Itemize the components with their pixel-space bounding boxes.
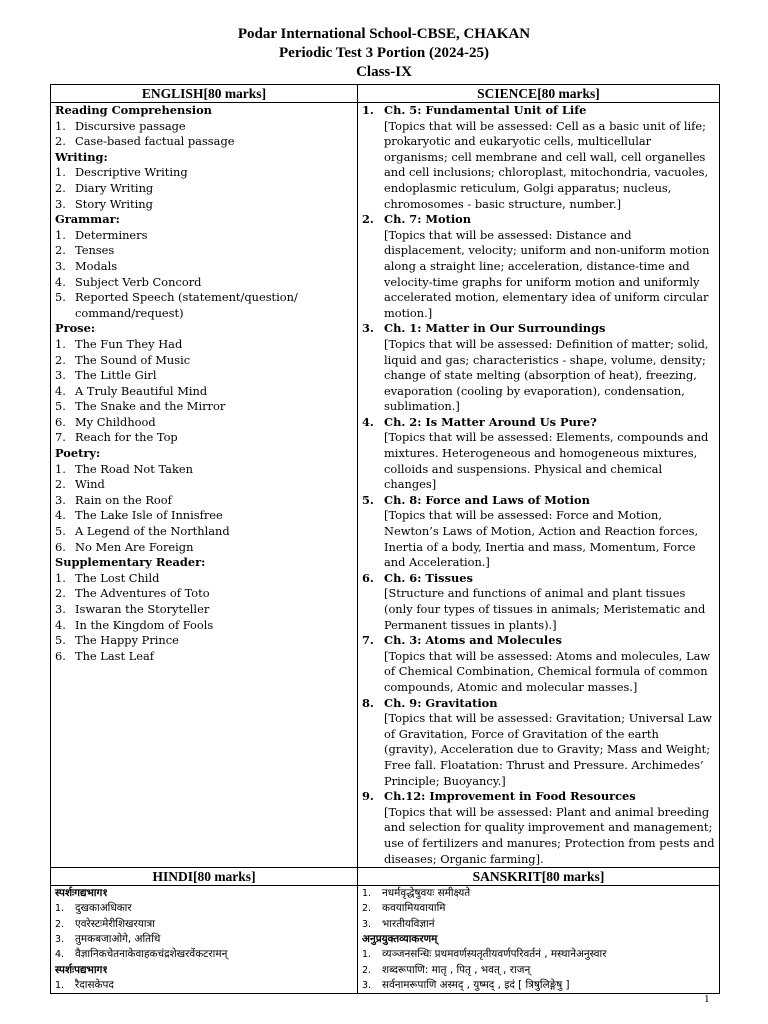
- item-text: Discursive passage: [75, 118, 186, 133]
- item-text: The Road Not Taken: [75, 461, 193, 476]
- science-chapter: [362, 493, 715, 571]
- item-number: 6.: [55, 539, 66, 554]
- item-number: 5.: [55, 524, 66, 539]
- item-text: Reported Speech (statement/question/ command/request): [75, 290, 298, 320]
- english-list-item: [55, 649, 353, 665]
- item-number: 1.: [55, 165, 66, 180]
- chapter-topics: [Topics that will be assessed: Gravitation; Universal Law of Gravitation, Force of Gravitation of the earth (gravity), Acceleration due to Gravity; Mass and Weight; Free fall. Floatation: Thrust and Pressure. Archimedes’ Principle; Buoyancy.]: [384, 711, 712, 788]
- item-number: 5.: [55, 290, 66, 305]
- item-text: Descriptive Writing: [75, 165, 188, 180]
- item-number: 1.: [55, 903, 65, 915]
- item-text: Diary Writing: [75, 180, 154, 195]
- english-heading: ENGLISH[80 marks]: [51, 85, 358, 103]
- document-header: [0, 25, 768, 82]
- chapter-title: Ch.12: Improvement in Food Resources: [384, 789, 636, 804]
- item-number: 2.: [362, 964, 372, 976]
- item-text: सर्वनामरूपाणि अस्मद् , युष्मद् , इदं [ त्रिषुलिङ्गेषु ]: [382, 978, 570, 991]
- item-text: The Lake Isle of Innisfree: [75, 508, 223, 523]
- chapter-topics: [Topics that will be assessed: Force and Motion, Newton’s Laws of Motion, Action and Reaction forces, Inertia of a body, Inertia and mass, Momentum, Force and Acceleration.]: [384, 508, 699, 570]
- science-portion: [358, 103, 720, 868]
- science-chapter: [362, 321, 715, 415]
- item-number: 1.: [55, 979, 65, 991]
- item-text: Reach for the Top: [75, 430, 178, 445]
- chapter-title: Ch. 5: Fundamental Unit of Life: [384, 103, 587, 117]
- item-text: कवयामियवायामि: [382, 902, 446, 915]
- item-number: 4.: [55, 617, 66, 632]
- chapter-body: [384, 493, 715, 571]
- item-text: Modals: [75, 258, 118, 273]
- item-text: Case-based factual passage: [75, 134, 235, 149]
- chapter-body: [384, 103, 715, 212]
- item-number: 4.: [55, 508, 66, 523]
- english-list-item: [55, 415, 353, 431]
- item-number: 5.: [55, 399, 66, 414]
- item-text: Subject Verb Concord: [75, 274, 202, 289]
- english-list-item: [55, 586, 353, 602]
- english-list-item: [55, 290, 353, 321]
- item-number: 6.: [55, 648, 66, 663]
- chapter-body: [384, 212, 715, 321]
- item-number: 2.: [55, 477, 66, 492]
- item-number: 3.: [362, 918, 372, 930]
- english-list-item: [55, 337, 353, 353]
- chapter-number: 3.: [362, 321, 374, 336]
- item-number: 2.: [55, 243, 66, 258]
- sanskrit-grammar-item: [362, 947, 715, 962]
- item-number: 1.: [55, 227, 66, 242]
- item-text: The Lost Child: [75, 570, 160, 585]
- item-text: Determiners: [75, 227, 148, 242]
- chapter-body: [384, 789, 715, 867]
- class-title: Class-IX: [356, 64, 412, 80]
- item-number: 3.: [55, 196, 66, 211]
- english-list-item: [55, 368, 353, 384]
- page-number: 1: [704, 993, 710, 1005]
- item-number: 3.: [55, 368, 66, 383]
- item-number: 4.: [55, 383, 66, 398]
- item-text: तुमकबजाओगे, अतिथि: [75, 932, 161, 945]
- chapter-title: Ch. 3: Atoms and Molecules: [384, 633, 562, 648]
- chapter-body: [384, 696, 715, 790]
- english-list-item: [55, 384, 353, 400]
- english-list-item: [55, 228, 353, 244]
- chapter-number: 2.: [362, 212, 374, 227]
- item-number: 2.: [55, 180, 66, 195]
- item-number: 3.: [55, 602, 66, 616]
- science-chapter: [362, 633, 715, 695]
- item-number: 1.: [362, 949, 372, 961]
- english-section-title: Reading Comprehension: [55, 103, 212, 117]
- item-text: दुखकाअधिकार: [75, 902, 132, 915]
- hindi-section-title: स्पर्शःपद्यभाग१: [55, 963, 108, 976]
- item-number: 3.: [55, 492, 66, 507]
- english-list-item: [55, 508, 353, 524]
- english-section-title: Poetry:: [55, 446, 101, 461]
- english-section-title: Grammar:: [55, 212, 120, 227]
- science-chapter: [362, 571, 715, 633]
- item-text: No Men Are Foreign: [75, 539, 194, 554]
- item-text: A Truly Beautiful Mind: [75, 383, 208, 398]
- hindi-list-item: [55, 917, 353, 932]
- chapter-title: Ch. 1: Matter in Our Surroundings: [384, 321, 606, 336]
- item-text: The Happy Prince: [75, 633, 179, 648]
- item-number: 5.: [55, 633, 66, 648]
- chapter-topics: [Topics that will be assessed: Distance and displacement, velocity; uniform and non-uniform motion along a straight line; acceleration, distance-time and velocity-time graphs for uniform motion and uniformly accelerated motion, elementary idea of uniform circular motion.]: [384, 227, 710, 320]
- science-chapter: [362, 696, 715, 790]
- chapter-body: [384, 633, 715, 695]
- english-list-item: [55, 119, 353, 135]
- item-text: शब्दरूपाणि: मातृ , पितृ , भवत् , राजन्: [382, 963, 531, 976]
- english-list-item: [55, 493, 353, 509]
- english-portion: [51, 103, 358, 868]
- chapter-title: Ch. 8: Force and Laws of Motion: [384, 492, 590, 507]
- science-chapter: [362, 415, 715, 493]
- item-number: 1.: [55, 461, 66, 476]
- chapter-title: Ch. 9: Gravitation: [384, 695, 498, 710]
- english-list-item: [55, 571, 353, 587]
- english-list-item: [55, 181, 353, 197]
- chapter-title: Ch. 2: Is Matter Around Us Pure?: [384, 414, 597, 429]
- item-number: 3.: [55, 933, 65, 945]
- item-number: 2.: [55, 918, 65, 930]
- chapter-number: 4.: [362, 414, 374, 429]
- hindi-list-item: [55, 978, 353, 993]
- item-number: 4.: [55, 274, 66, 289]
- english-list-item: [55, 540, 353, 556]
- english-list-item: [55, 602, 353, 618]
- english-section-title: Writing:: [55, 149, 108, 164]
- chapter-body: [384, 415, 715, 493]
- item-number: 2.: [55, 352, 66, 367]
- science-chapter: [362, 103, 715, 212]
- chapter-body: [384, 571, 715, 633]
- item-text: Wind: [75, 477, 105, 492]
- sanskrit-heading: SANSKRIT[80 marks]: [358, 868, 720, 886]
- item-text: In the Kingdom of Fools: [75, 617, 214, 632]
- english-list-item: [55, 165, 353, 181]
- hindi-section-title: स्पर्शःगद्यभाग१: [55, 887, 108, 900]
- sanskrit-list-item: [362, 917, 715, 932]
- sanskrit-list-item: [362, 886, 715, 901]
- item-number: 6.: [55, 414, 66, 429]
- portion-table: [50, 84, 720, 994]
- english-list-item: [55, 259, 353, 275]
- item-text: Tenses: [75, 243, 115, 258]
- item-text: रैदासकेपद: [75, 978, 114, 991]
- english-section-title: Prose:: [55, 321, 96, 336]
- item-text: नधर्मवृद्धेषुवयः समीक्ष्यते: [382, 887, 471, 900]
- science-heading: SCIENCE[80 marks]: [358, 85, 720, 103]
- chapter-number: 9.: [362, 789, 374, 804]
- item-text: The Snake and the Mirror: [75, 399, 226, 414]
- item-number: 1.: [55, 570, 66, 585]
- sanskrit-portion: [358, 886, 720, 994]
- sanskrit-grammar-item: [362, 978, 715, 993]
- chapter-topics: [Topics that will be assessed: Definition of matter; solid, liquid and gas; characteristics - shape, volume, density; change of state melting (absorption of heat), freezing, evaporation (cooling by evaporation), condensation, sublimation.]: [384, 336, 709, 414]
- chapter-title: Ch. 6: Tissues: [384, 570, 473, 585]
- chapter-number: 5.: [362, 492, 374, 507]
- hindi-heading: HINDI[80 marks]: [51, 868, 358, 886]
- hindi-list-item: [55, 947, 353, 962]
- sanskrit-grammar-title: अनुप्रयुक्तव्याकरणम्: [362, 932, 438, 945]
- item-number: 3.: [55, 258, 66, 273]
- hindi-list-item: [55, 901, 353, 916]
- item-text: Rain on the Roof: [75, 492, 172, 507]
- item-text: My Childhood: [75, 414, 156, 429]
- item-text: Story Writing: [75, 196, 153, 211]
- chapter-topics: [Topics that will be assessed: Cell as a basic unit of life; prokaryotic and eukaryotic cells, multicellular organisms; cell membrane and cell wall, cell organelles and cell inclusions; chloroplast, mitochondria, vacuoles, endoplasmic reticulum, Golgi apparatus; nucleus, chromosomes - basic structure, number.]: [384, 118, 709, 211]
- item-text: एवरेस्टःमेरीशिखरयात्रा: [75, 917, 155, 930]
- chapter-number: 6.: [362, 570, 374, 585]
- chapter-title: Ch. 7: Motion: [384, 212, 472, 227]
- item-number: 1.: [55, 336, 66, 351]
- sanskrit-list-item: [362, 901, 715, 916]
- item-text: Iswaran the Storyteller: [75, 602, 210, 616]
- english-list-item: [55, 633, 353, 649]
- english-section-title: Supplementary Reader:: [55, 555, 206, 570]
- item-text: व्यञ्जनसन्धिः प्रथमवर्णस्यतृतीयवर्णपरिवर्तनं , मस्थानेअनुस्वार: [382, 948, 607, 961]
- item-number: 2.: [55, 134, 66, 149]
- english-list-item: [55, 477, 353, 493]
- item-text: The Adventures of Toto: [75, 586, 210, 601]
- item-number: 4.: [55, 949, 65, 961]
- chapter-topics: [Topics that will be assessed: Plant and animal breeding and selection for quality improvement and management; use of fertilizers and manures; Protection from pests and diseases; Organic farming].: [384, 804, 715, 866]
- item-text: भारतीयविज्ञानं: [382, 917, 435, 930]
- item-text: A Legend of the Northland: [75, 524, 230, 539]
- item-number: 3.: [362, 979, 372, 991]
- chapter-topics: [Topics that will be assessed: Elements, compounds and mixtures. Heterogeneous and homogeneous mixtures, colloids and suspensions. Physical and chemical changes]: [384, 430, 709, 492]
- chapter-topics: [Structure and functions of animal and plant tissues (only four types of tissues in animals; Meristematic and Permanent tissues in plants).]: [384, 586, 706, 632]
- item-text: The Little Girl: [75, 368, 157, 383]
- english-list-item: [55, 243, 353, 259]
- chapter-body: [384, 321, 715, 415]
- english-list-item: [55, 399, 353, 415]
- english-list-item: [55, 353, 353, 369]
- english-list-item: [55, 275, 353, 291]
- english-list-item: [55, 430, 353, 446]
- school-name: Podar International School-CBSE, CHAKAN: [237, 26, 531, 42]
- item-number: 1.: [55, 118, 66, 133]
- item-number: 7.: [55, 430, 66, 445]
- science-chapter: [362, 212, 715, 321]
- hindi-portion: [51, 886, 358, 994]
- item-text: वैज्ञानिकचेतनाकेवाहकचंद्रशेखरवेंकटरामन्: [75, 948, 228, 961]
- chapter-number: 8.: [362, 695, 374, 710]
- sanskrit-grammar-item: [362, 963, 715, 978]
- item-number: 2.: [362, 903, 372, 915]
- item-number: 2.: [55, 586, 66, 601]
- hindi-list-item: [55, 932, 353, 947]
- chapter-number: 7.: [362, 633, 374, 648]
- english-list-item: [55, 462, 353, 478]
- item-number: 1.: [362, 888, 372, 900]
- test-title: Periodic Test 3 Portion (2024-25): [279, 45, 489, 61]
- item-text: The Last Leaf: [75, 648, 155, 663]
- chapter-number: 1.: [362, 103, 374, 117]
- chapter-topics: [Topics that will be assessed: Atoms and molecules, Law of Chemical Combination, Chemical formula of common compounds, Atomic and molecular masses.]: [384, 648, 711, 694]
- english-list-item: [55, 134, 353, 150]
- english-list-item: [55, 524, 353, 540]
- item-text: The Sound of Music: [75, 352, 191, 367]
- english-list-item: [55, 197, 353, 213]
- item-text: The Fun They Had: [75, 336, 183, 351]
- science-chapter: [362, 789, 715, 867]
- english-list-item: [55, 618, 353, 634]
